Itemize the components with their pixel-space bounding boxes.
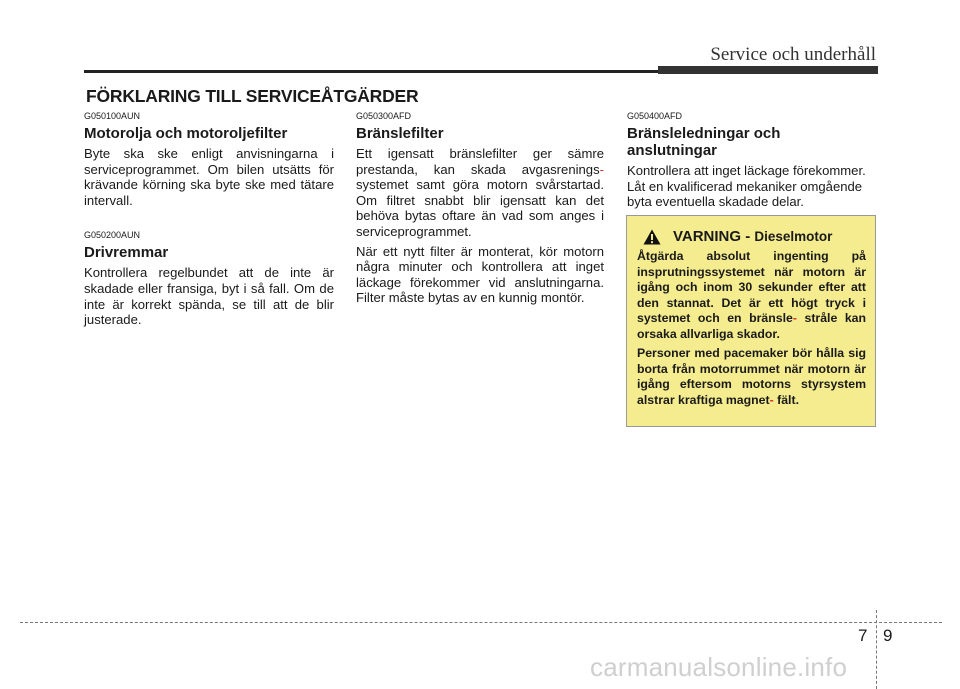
section-text: Ett igensatt bränslefilter ger sämre prestanda, kan skada avgasrenings- systemet samt göra motorn svårstartad. Om filtret snabbt blir igensatt kan det behöva bytas oftare än vad som anges i serviceprogrammet. [356,146,604,239]
footer-divider [876,610,877,689]
section-text: Byte ska ske enligt anvisningarna i serviceprogrammet. Om bilen utsätts för krävande körning ska byte ske med tätare intervall. [84,146,334,208]
section-text: Kontrollera att inget läckage förekommer. Låt en kvalificerad mekaniker omgående byta eventuella skadade delar. [627,163,866,210]
header-rule [84,70,660,73]
section-heading: Drivremmar [84,244,169,262]
section-code: G050300AFD [356,111,412,121]
footer-rule [20,622,942,623]
section-code: G050200AUN [84,230,141,241]
section-code: G050400AFD [627,111,683,121]
section-code: G050100AUN [84,111,141,121]
warning-box [626,215,876,427]
section-heading: Bränslefilter [356,125,444,142]
warning-text: Åtgärda absolut ingenting på insprutningssystemet när motorn är igång och inom 30 sekunder efter att den stannat. Det är ett högt tryck i systemet och en bränsle- stråle kan orsaka allvarliga skador. [637,249,867,341]
header-rule-accent [658,66,878,74]
section-heading: Motorolja och motoroljefilter [84,125,288,142]
column-2 [356,111,604,310]
section-title: FÖRKLARING TILL SERVICEÅTGÄRDER [86,86,419,106]
chapter-title: Service och underhåll [710,44,876,65]
section-text: När ett nytt filter är monterat, kör motorn några minuter och kontrollera att inget läckage förekommer vid anslutningarna. Filter måste bytas av en kunnig montör. [356,243,604,306]
page-number: 9 [883,626,893,645]
warning-triangle-icon [643,229,661,245]
column-3 [627,111,877,214]
warning-title: VARNING - Dieselmotor [673,228,833,245]
warning-text: Personer med pacemaker bör hålla sig borta från motorrummet när motorn är igång eftersom motorns styrsystem alstrar kraftiga magnet- fält. [637,346,866,407]
warning-header [637,228,866,245]
chapter-number: 7 [858,626,868,645]
watermark: carmanualsonline.info [590,652,848,682]
section-text: Kontrollera regelbundet att de inte är skadade eller fransiga, byt i så fall. Om de inte är korrekt spända, se till att de blir justerade. [84,265,334,328]
column-1 [84,111,334,332]
section-heading: Bränsleledningar och anslutningar [627,125,781,159]
